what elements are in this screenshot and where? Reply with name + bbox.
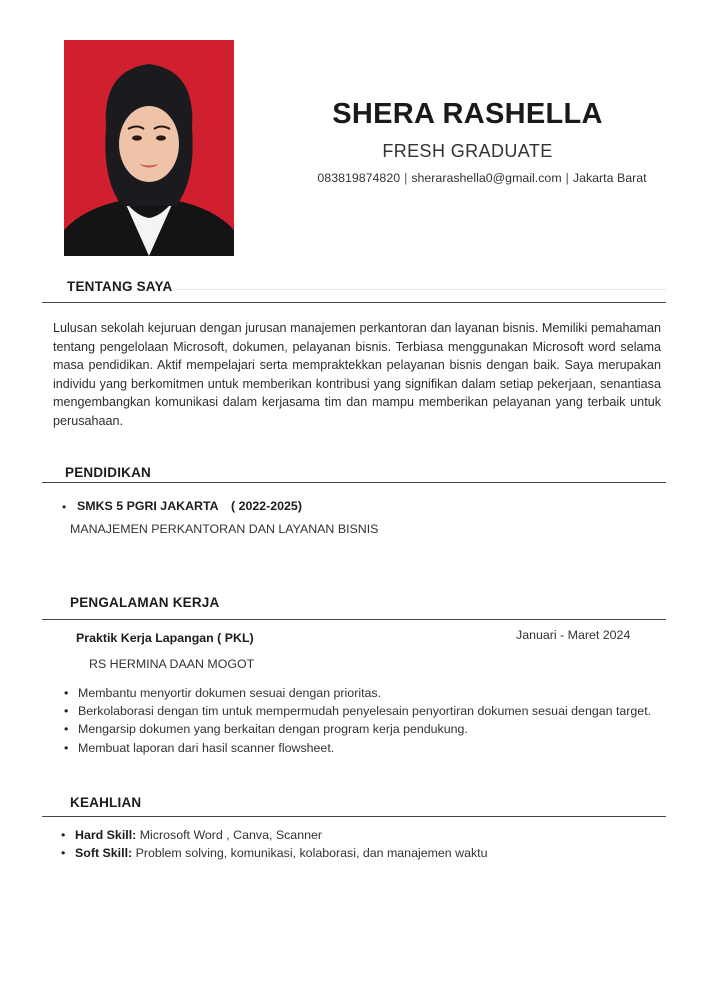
section-divider — [42, 816, 666, 817]
section-divider — [42, 619, 666, 620]
phone-number: 083819874820 — [317, 171, 401, 185]
section-divider-faint — [175, 289, 666, 290]
skill-label-soft: Soft Skill: — [75, 846, 133, 861]
section-title-experience: PENGALAMAN KERJA — [70, 595, 220, 610]
bullet-icon: • — [62, 500, 67, 514]
profile-photo — [64, 40, 234, 256]
contact-line — [300, 171, 664, 185]
section-title-education: PENDIDIKAN — [65, 465, 152, 480]
experience-period: Januari - Maret 2024 — [516, 628, 631, 642]
location: Jakarta Barat — [572, 171, 647, 185]
skill-label-hard: Hard Skill: — [75, 828, 137, 842]
section-divider — [42, 302, 666, 303]
list-item: • Berkolaborasi dengan tim untuk mempermudah penyelesain penyortiran dokumen sesuai dengan target. — [62, 702, 652, 720]
section-title-about: TENTANG SAYA — [67, 279, 173, 294]
list-item: • Membantu menyortir dokumen sesuai dengan prioritas. — [62, 684, 652, 702]
contact-separator: | — [404, 171, 408, 185]
skill-value-soft: Problem solving, komunikasi, kolaborasi, dan manajemen waktu — [132, 846, 488, 861]
portrait-illustration — [64, 40, 234, 256]
section-title-skills: KEAHLIAN — [70, 795, 142, 810]
list-item: • Membuat laporan dari hasil scanner flowsheet. — [62, 739, 652, 757]
experience-duties-list — [62, 684, 652, 757]
email-address: sherarashella0@gmail.com — [411, 171, 562, 185]
candidate-name: SHERA RASHELLA — [332, 98, 603, 130]
about-paragraph: Lulusan sekolah kejuruan dengan jurusan manajemen perkantoran dan layanan bisnis. Memiliki pemahaman tentang pengelolaan Microsoft, dokumen, pelayanan bisnis. Terbiasa menggunakan Microsoft word selama masa pendidikan. Aktif mempelajari serta mempraktekkan pelayanan bisnis dengan baik. Saya merupakan individu yang berkomitmen untuk memberikan kontribusi yang signifikan dalam setiap pekerjaan, senantiasa mengembangkan komunikasi dalam kerjasama tim dan mampu memberikan pelayanan yang terbaik untuk perusahaan. — [53, 321, 661, 428]
experience-company: RS HERMINA DAAN MOGOT — [89, 657, 255, 671]
skill-value-hard: Microsoft Word , Canva, Scanner — [136, 828, 322, 842]
list-item — [59, 844, 659, 862]
school-years: ( 2022-2025) — [231, 499, 302, 513]
contact-separator: | — [565, 171, 569, 185]
school-major: MANAJEMEN PERKANTORAN DAN LAYANAN BISNIS — [70, 522, 379, 536]
school-name: SMKS 5 PGRI JAKARTA — [77, 499, 219, 513]
list-item: • Mengarsip dokumen yang berkaitan dengan program kerja pendukung. — [62, 720, 652, 738]
skills-list — [59, 826, 659, 862]
list-item — [59, 826, 659, 844]
candidate-role: FRESH GRADUATE — [382, 141, 553, 161]
experience-role: Praktik Kerja Lapangan ( PKL) — [76, 631, 254, 645]
section-divider — [42, 482, 666, 483]
